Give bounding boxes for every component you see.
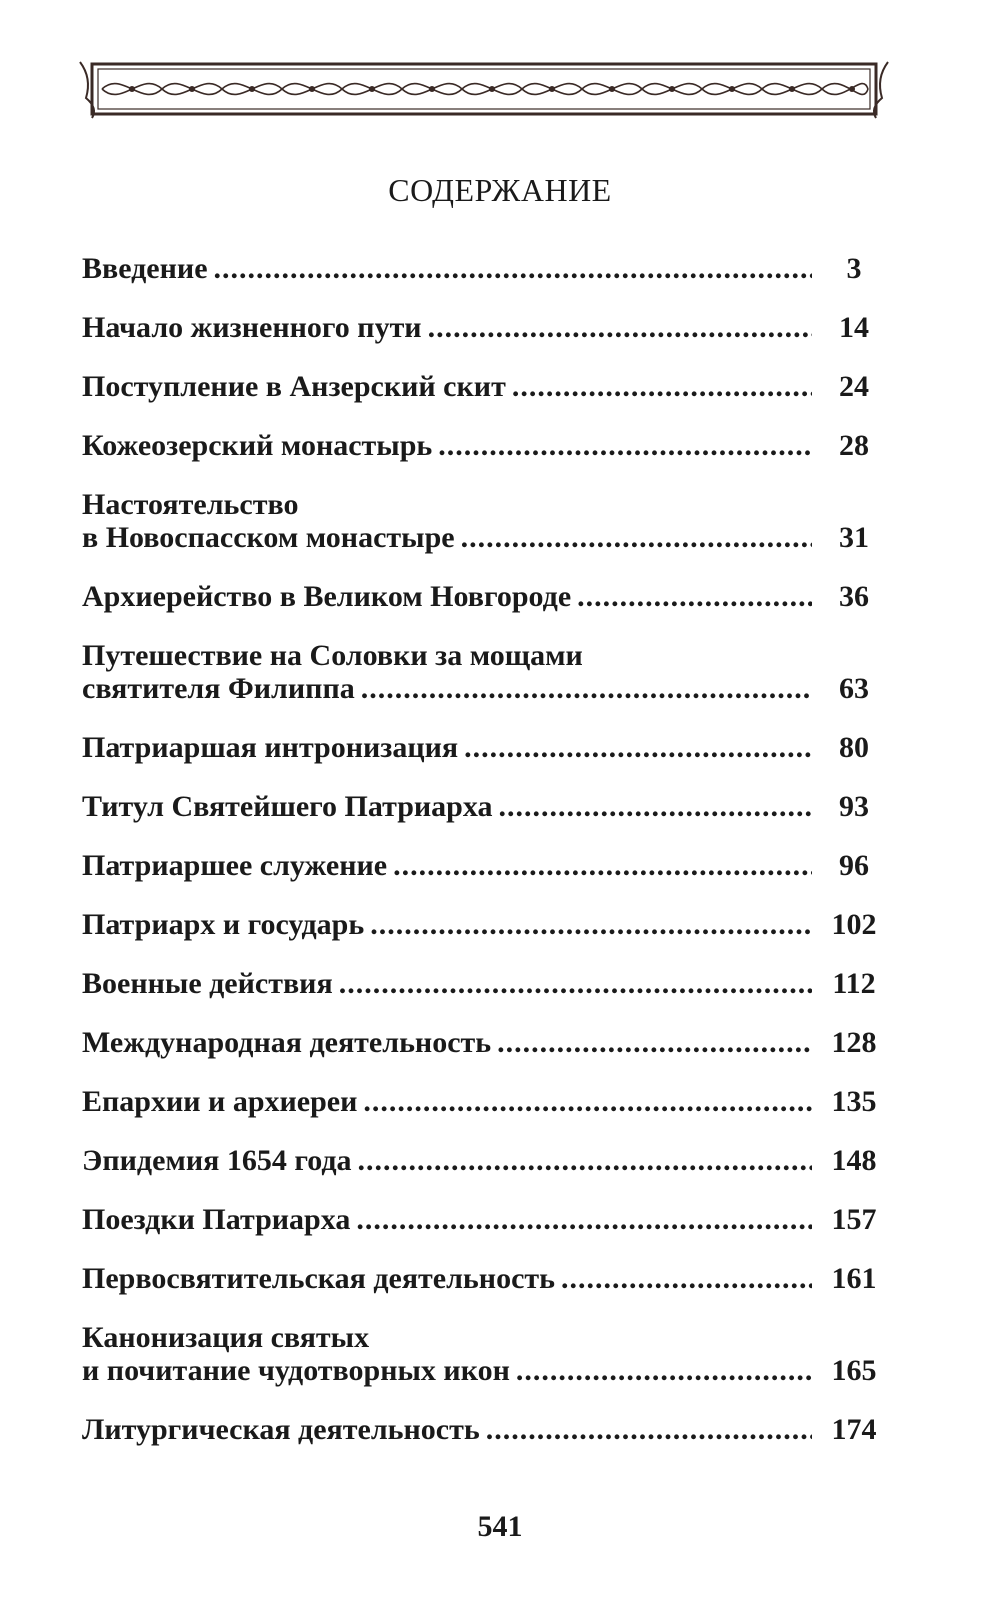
toc-entry-page: 14: [839, 311, 869, 344]
toc-entry-page: 161: [831, 1262, 877, 1295]
toc-entry-title: Архиерейство в Великом Новгороде: [82, 580, 572, 613]
toc-entry-title: Введение: [82, 252, 208, 285]
dot-leader: [363, 1085, 812, 1118]
toc-entry-page: 31: [839, 521, 869, 554]
dot-leader: [428, 311, 812, 344]
toc-entry[interactable]: [82, 580, 890, 613]
toc-entry-title: Патриаршая интронизация: [82, 731, 459, 764]
dot-leader: [497, 1026, 812, 1059]
dot-leader: [561, 1262, 812, 1295]
toc-entry[interactable]: [82, 1262, 890, 1295]
toc-entry-page: 174: [831, 1413, 877, 1446]
toc-entry-page: 102: [831, 908, 877, 941]
toc-entry-page: 36: [839, 580, 869, 613]
toc-entry[interactable]: [82, 639, 890, 705]
toc-entry[interactable]: [82, 731, 890, 764]
dot-leader: [358, 1144, 812, 1177]
dot-leader: [339, 967, 812, 1000]
toc-entry-title: Первосвятительская деятельность: [82, 1262, 555, 1295]
table-of-contents: [82, 252, 890, 1472]
toc-entry[interactable]: [82, 1026, 890, 1059]
toc-entry[interactable]: [82, 252, 890, 285]
toc-entry-title: Кожеозерский монастырь: [82, 429, 433, 462]
toc-entry-title-line1: Настоятельство: [82, 488, 299, 521]
toc-entry[interactable]: [82, 1413, 890, 1446]
dot-leader: [393, 849, 812, 882]
toc-entry-title: Военные действия: [82, 967, 333, 1000]
toc-entry-page: 28: [839, 429, 869, 462]
dot-leader: [361, 672, 812, 705]
toc-entry-title: Эпидемия 1654 года: [82, 1144, 352, 1177]
toc-entry[interactable]: [82, 967, 890, 1000]
toc-entry-title: Епархии и архиереи: [82, 1085, 358, 1118]
toc-entry[interactable]: [82, 849, 890, 882]
toc-entry[interactable]: [82, 1321, 890, 1387]
toc-entry[interactable]: [82, 311, 890, 344]
dot-leader: [461, 521, 812, 554]
toc-entry-page: 3: [846, 252, 862, 285]
dot-leader: [438, 429, 812, 462]
dot-leader: [214, 252, 812, 285]
toc-heading: СОДЕРЖАНИЕ: [388, 172, 612, 208]
toc-entry[interactable]: [82, 1144, 890, 1177]
toc-entry-title-line1: Путешествие на Соловки за мощами: [82, 639, 583, 672]
dot-leader: [516, 1354, 812, 1387]
toc-entry-title: Начало жизненного пути: [82, 311, 422, 344]
toc-entry-page: 157: [831, 1203, 877, 1236]
toc-entry-page: 165: [831, 1354, 877, 1387]
toc-entry[interactable]: [82, 908, 890, 941]
toc-entry-page: 63: [839, 672, 869, 705]
toc-entry[interactable]: [82, 790, 890, 823]
toc-entry[interactable]: [82, 1203, 890, 1236]
toc-entry-title-line2: и почитание чудотворных икон: [82, 1354, 510, 1387]
toc-entry-title-line2: святителя Филиппа: [82, 672, 355, 705]
dot-leader: [370, 908, 812, 941]
toc-entry[interactable]: [82, 488, 890, 554]
toc-entry-title: Литургическая деятельность: [82, 1413, 480, 1446]
toc-entry-page: 80: [839, 731, 869, 764]
toc-entry-title: Международная деятельность: [82, 1026, 492, 1059]
toc-entry-title: Патриаршее служение: [82, 849, 388, 882]
decorative-ornament-border: [78, 58, 890, 120]
toc-entry-title-line2: в Новоспасском монастыре: [82, 521, 455, 554]
dot-leader: [512, 370, 812, 403]
toc-entry-page: 128: [831, 1026, 877, 1059]
toc-entry-page: 148: [831, 1144, 877, 1177]
toc-entry-title: Поездки Патриарха: [82, 1203, 351, 1236]
toc-entry-page: 135: [831, 1085, 877, 1118]
dot-leader: [577, 580, 812, 613]
toc-entry-page: 96: [839, 849, 869, 882]
toc-entry[interactable]: [82, 370, 890, 403]
toc-entry[interactable]: [82, 1085, 890, 1118]
toc-entry[interactable]: [82, 429, 890, 462]
dot-leader: [486, 1413, 812, 1446]
toc-entry-title: Поступление в Анзерский скит: [82, 370, 506, 403]
page-number: 541: [477, 1510, 523, 1543]
toc-entry-title: Титул Святейшего Патриарха: [82, 790, 493, 823]
dot-leader: [356, 1203, 812, 1236]
dot-leader: [498, 790, 812, 823]
dot-leader: [464, 731, 812, 764]
toc-entry-title: Патриарх и государь: [82, 908, 365, 941]
toc-entry-title-line1: Канонизация святых: [82, 1321, 370, 1354]
toc-entry-page: 112: [832, 967, 876, 1000]
toc-entry-page: 24: [839, 370, 869, 403]
toc-entry-page: 93: [839, 790, 869, 823]
